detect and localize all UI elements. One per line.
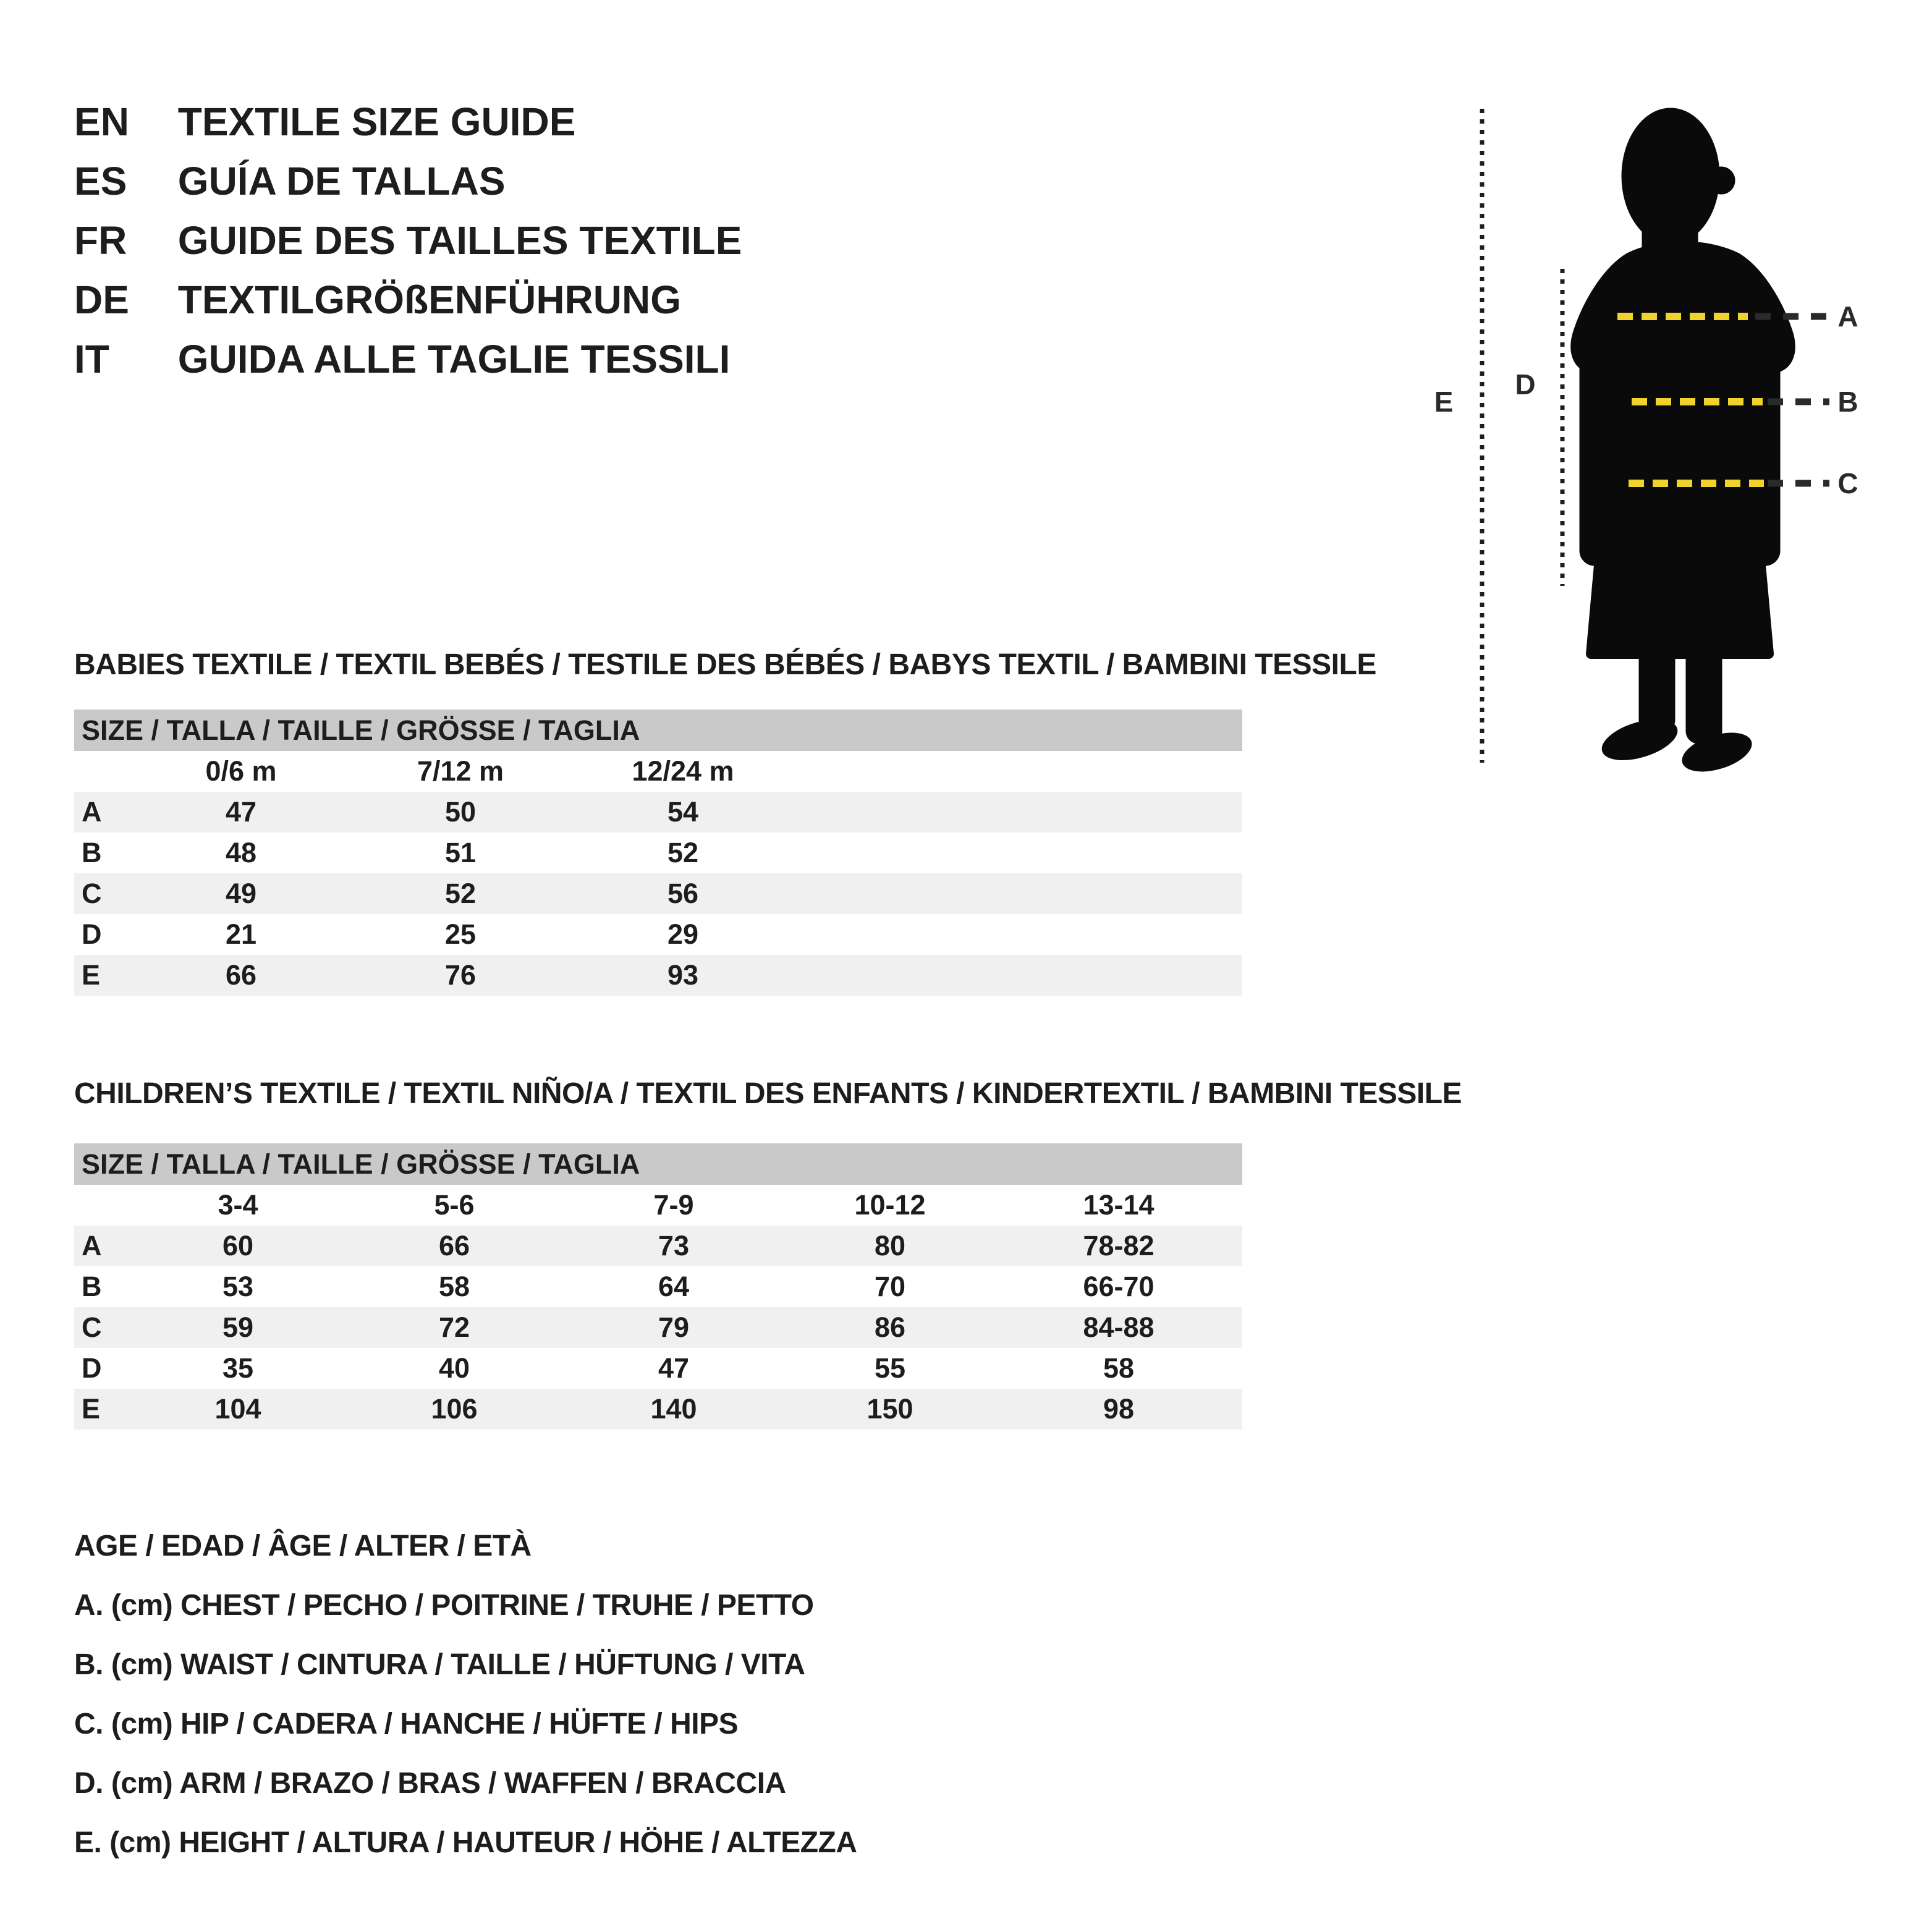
table-cell: 53 [222, 1271, 254, 1302]
table-cell: 58 [1103, 1352, 1135, 1384]
legend-age: AGE / EDAD / ÂGE / ALTER / ETÀ [74, 1530, 532, 1562]
table-cell: 35 [222, 1352, 254, 1384]
row-label: D [82, 918, 102, 950]
table-cell: 47 [658, 1352, 690, 1384]
row-label: A [82, 796, 102, 828]
babies-column-header-row [74, 751, 1242, 792]
babies-size-table [74, 710, 1242, 996]
lang-code: DE [74, 278, 129, 322]
children-section-title: CHILDREN’S TEXTILE / TEXTIL NIÑO/A / TEXTIL DES ENFANTS / KINDERTEXTIL / BAMBINI TESSILE [74, 1077, 1462, 1110]
lang-row-en [74, 92, 575, 151]
row-label: C [82, 1311, 102, 1343]
column-header: 13-14 [1083, 1189, 1155, 1221]
hip-label: C [1837, 467, 1858, 499]
child-measurement-diagram [1409, 74, 1932, 816]
table-cell: 140 [650, 1393, 697, 1425]
table-header-band [74, 1143, 1242, 1185]
row-label: D [82, 1352, 102, 1384]
column-header: 0/6 m [205, 755, 277, 787]
table-cell: 84-88 [1083, 1311, 1155, 1343]
table-cell: 55 [874, 1352, 906, 1384]
silhouette-left-leg [1639, 643, 1675, 732]
lang-row-fr [74, 211, 742, 270]
column-header: 3-4 [218, 1189, 258, 1221]
table-cell: 104 [214, 1393, 261, 1425]
silhouette-shorts [1591, 504, 1769, 654]
child-silhouette [1574, 108, 1792, 779]
lang-title: TEXTILGRÖßENFÜHRUNG [177, 278, 681, 322]
table-cell: 59 [222, 1311, 254, 1343]
table-cell: 76 [444, 959, 477, 991]
table-cell: 78-82 [1083, 1230, 1155, 1261]
lang-row-de [74, 270, 681, 329]
lang-code: IT [74, 337, 109, 381]
table-cell: 60 [222, 1230, 254, 1261]
table-cell: 21 [225, 918, 257, 950]
table-row [74, 1226, 1242, 1266]
table-cell: 150 [866, 1393, 913, 1425]
row-label: B [82, 1271, 102, 1302]
children-column-header-row [74, 1185, 1242, 1226]
arm-label: D [1515, 368, 1536, 400]
table-cell: 52 [444, 878, 477, 909]
legend-hip: C. (cm) HIP / CADERA / HANCHE / HÜFTE / HIPS [74, 1708, 739, 1740]
table-cell: 66 [225, 959, 257, 991]
lang-code: FR [74, 218, 127, 263]
table-row [74, 1348, 1242, 1389]
table-cell: 80 [874, 1230, 906, 1261]
lang-title: GUIDA ALLE TAGLIE TESSILI [177, 337, 731, 381]
table-cell: 50 [444, 796, 477, 828]
table-header-band-label: SIZE / TALLA / TAILLE / GRÖSSE / TAGLIA [82, 1148, 640, 1180]
row-label: C [82, 878, 102, 909]
lang-title: GUÍA DE TALLAS [177, 159, 506, 203]
table-cell: 98 [1103, 1393, 1135, 1425]
lang-title: GUIDE DES TAILLES TEXTILE [177, 218, 742, 263]
table-cell: 72 [438, 1311, 470, 1343]
row-label: B [82, 837, 102, 868]
column-header: 10-12 [854, 1189, 926, 1221]
column-header: 7/12 m [417, 755, 504, 787]
column-header: 7-9 [653, 1189, 694, 1221]
row-label: E [82, 959, 101, 991]
table-row [74, 955, 1242, 996]
lang-title: TEXTILE SIZE GUIDE [177, 100, 576, 144]
chest-label: A [1837, 300, 1858, 333]
table-cell: 66 [438, 1230, 470, 1261]
children-size-table [74, 1143, 1242, 1430]
legend-height: E. (cm) HEIGHT / ALTURA / HAUTEUR / HÖHE / ALTEZZA [74, 1826, 857, 1859]
legend-chest: A. (cm) CHEST / PECHO / POITRINE / TRUHE / PETTO [74, 1589, 814, 1622]
table-cell: 51 [444, 837, 477, 868]
table-row [74, 792, 1242, 833]
table-header-band [74, 710, 1242, 751]
table-cell: 66-70 [1083, 1271, 1155, 1302]
babies-section-title: BABIES TEXTILE / TEXTIL BEBÉS / TESTILE DES BÉBÉS / BABYS TEXTIL / BAMBINI TESSILE [74, 648, 1376, 681]
table-cell: 79 [658, 1311, 690, 1343]
table-cell: 106 [431, 1393, 478, 1425]
waist-label: B [1837, 386, 1858, 418]
table-row [74, 914, 1242, 955]
table-cell: 58 [438, 1271, 470, 1302]
table-cell: 93 [667, 959, 699, 991]
table-cell: 73 [658, 1230, 690, 1261]
table-cell: 49 [225, 878, 257, 909]
table-row [74, 1307, 1242, 1348]
table-cell: 56 [667, 878, 699, 909]
table-row [74, 1266, 1242, 1307]
table-cell: 40 [438, 1352, 470, 1384]
lang-code: EN [74, 100, 129, 144]
lang-code: ES [74, 159, 127, 203]
legend-arm: D. (cm) ARM / BRAZO / BRAS / WAFFEN / BRACCIA [74, 1767, 786, 1800]
height-label: E [1434, 386, 1454, 418]
row-label: E [82, 1393, 101, 1425]
table-row [74, 833, 1242, 873]
lang-row-it [74, 329, 730, 389]
table-cell: 47 [225, 796, 257, 828]
table-header-band-label: SIZE / TALLA / TAILLE / GRÖSSE / TAGLIA [82, 714, 640, 746]
silhouette-right-leg [1686, 646, 1722, 744]
table-cell: 64 [658, 1271, 690, 1302]
legend-waist: B. (cm) WAIST / CINTURA / TAILLE / HÜFTUNG / VITA [74, 1648, 805, 1681]
table-cell: 29 [667, 918, 699, 950]
table-cell: 48 [225, 837, 257, 868]
lang-row-es [74, 151, 506, 211]
table-row [74, 873, 1242, 914]
table-cell: 86 [874, 1311, 906, 1343]
row-label: A [82, 1230, 102, 1261]
table-cell: 52 [667, 837, 699, 868]
silhouette-ear [1708, 167, 1735, 194]
table-cell: 54 [667, 796, 699, 828]
table-cell: 25 [444, 918, 477, 950]
column-header: 5-6 [434, 1189, 475, 1221]
table-cell: 70 [874, 1271, 906, 1302]
table-row [74, 1389, 1242, 1430]
column-header: 12/24 m [632, 755, 734, 787]
